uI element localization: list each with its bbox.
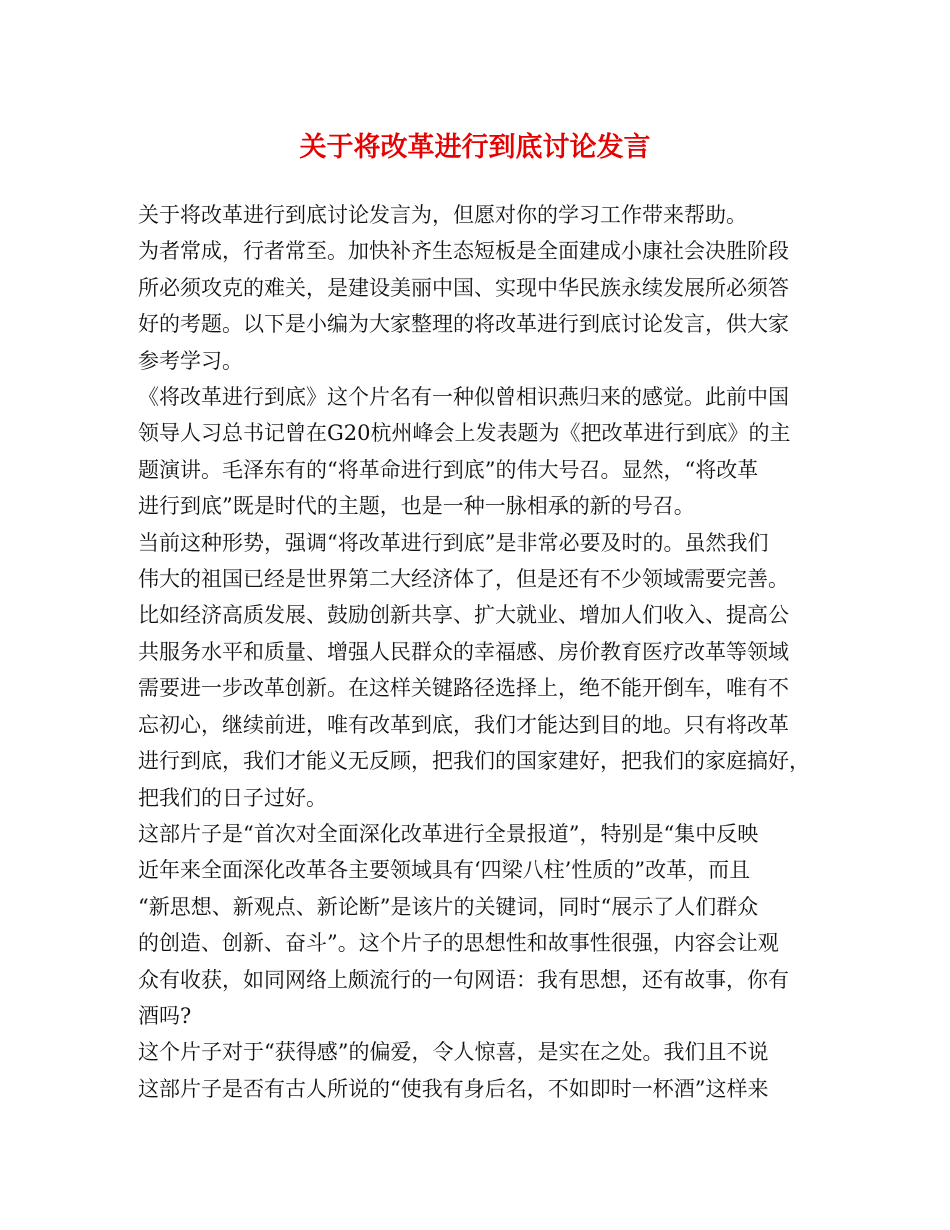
- text-line: 关于将改革进行到底讨论发言为，但愿对你的学习工作带来帮助。: [138, 203, 747, 227]
- text-line: 领导人习总书记曾在G20杭州峰会上发表题为《把改革进行到底》的主: [138, 421, 791, 446]
- paragraph: [138, 1034, 828, 1107]
- text-line: 这部片子是否有古人所说的“使我有身后名，不如即时一杯酒”这样来: [138, 1076, 769, 1101]
- text-line: 众有收获，如同网络上颇流行的一句网语：我有思想，还有故事，你有: [138, 967, 789, 992]
- paragraph: [138, 379, 828, 525]
- text-line: 近年来全面深化改革各主要领域具有‘四梁八柱’性质的”改革，而且: [138, 858, 751, 883]
- text-line: 好的考题。以下是小编为大家整理的将改革进行到底讨论发言，供大家: [138, 312, 789, 337]
- text-line: 参考学习。: [138, 348, 243, 373]
- text-line: 所必须攻克的难关，是建设美丽中国、实现中华民族永续发展所必须答: [138, 275, 789, 300]
- text-line: 共服务水平和质量、增强人民群众的幸福感、房价教育医疗改革等领域: [138, 639, 789, 664]
- text-line: 进行到底”既是时代的主题，也是一种一脉相承的新的号召。: [138, 494, 695, 519]
- text-line: 为者常成，行者常至。加快补齐生态短板是全面建成小康社会决胜阶段: [138, 239, 789, 264]
- paragraph: [138, 233, 828, 379]
- text-line: 的创造、创新、奋斗”。这个片子的思想性和故事性很强，内容会让观: [138, 931, 779, 956]
- text-line: 《将改革进行到底》这个片名有一种似曾相识燕归来的感觉。此前中国: [138, 385, 789, 410]
- text-line: 这个片子对于“获得感”的偏爱，令人惊喜，是实在之处。我们且不说: [138, 1040, 769, 1065]
- text-line: 这部片子是“首次对全面深化改革进行全景报道”，特别是“集中反映: [138, 821, 759, 846]
- text-line: 当前这种形势，强调“将改革进行到底”是非常必要及时的。虽然我们: [138, 530, 769, 555]
- text-line: 题演讲。毛泽东有的“将革命进行到底”的伟大号召。显然，“将改革: [138, 457, 759, 482]
- paragraph: [138, 525, 828, 816]
- text-line: “新思想、新观点、新论断”是该片的关键词，同时“展示了人们群众: [138, 894, 759, 919]
- paragraph: [138, 197, 828, 233]
- text-line: 忘初心，继续前进，唯有改革到底，我们才能达到目的地。只有将改革: [138, 712, 789, 737]
- text-line: 比如经济高质发展、鼓励创新共享、扩大就业、增加人们收入、提高公: [138, 603, 789, 628]
- text-line: 酒吗?: [138, 1003, 192, 1028]
- document-title: 关于将改革进行到底讨论发言: [299, 132, 651, 163]
- text-line: 进行到底，我们才能义无反顾，把我们的国家建好，把我们的家庭搞好，: [138, 749, 810, 774]
- paragraph: [138, 816, 828, 1034]
- text-line: 伟大的祖国已经是世界第二大经济体了，但是还有不少领域需要完善。: [138, 567, 789, 592]
- document-body: [138, 197, 828, 1107]
- text-line: 把我们的日子过好。: [138, 785, 327, 810]
- text-line: 需要进一步改革创新。在这样关键路径选择上，绝不能开倒车，唯有不: [138, 676, 789, 701]
